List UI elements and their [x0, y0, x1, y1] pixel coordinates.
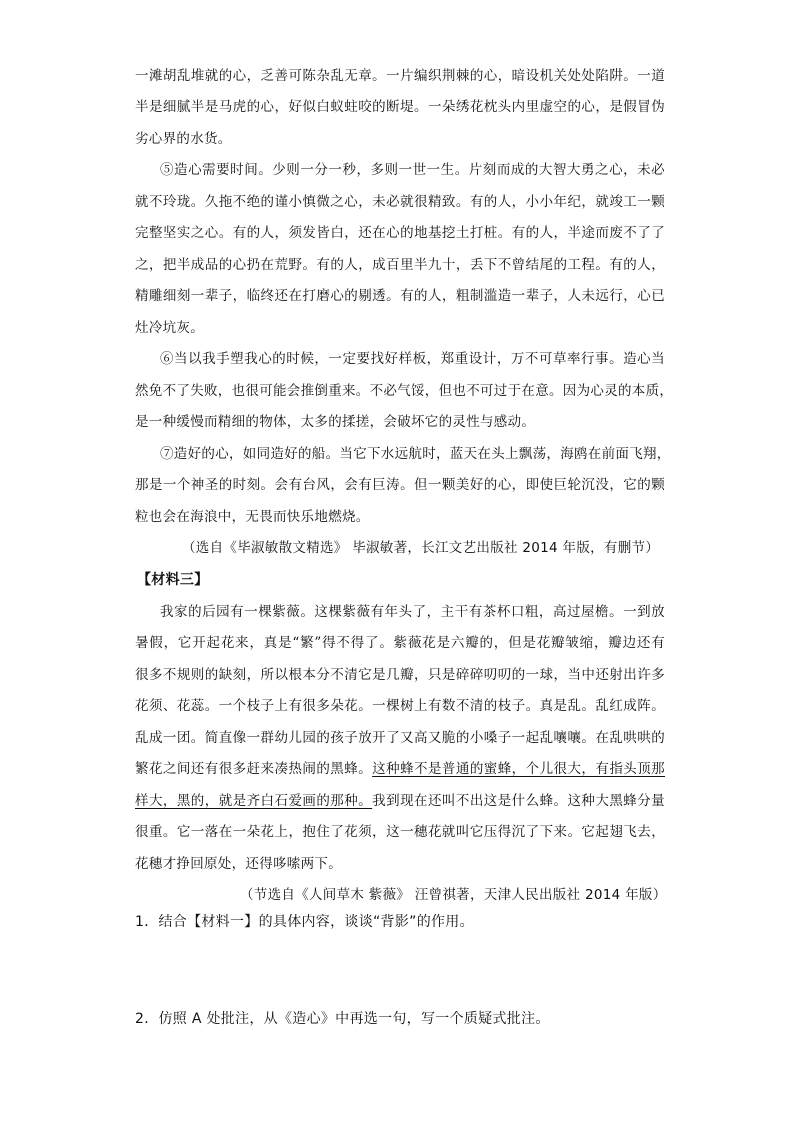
material3-line: 很多不规则的缺刻，所以根本分不清它是几瓣，只是碎碎叨叨的一球，当中还射出许多: [135, 667, 665, 683]
material3-line: [135, 759, 665, 779]
text-line: 半是细腻半是马虎的心，好似白蚁蛀咬的断堤。一朵绣花枕头内里虚空的心，是假冒伪: [135, 99, 665, 115]
text-line: 一滩胡乱堆就的心，乏善可陈杂乱无章。一片编织荆棘的心，暗设机关处处陷阱。一道: [135, 68, 665, 84]
section-heading: 【材料三】: [137, 572, 209, 588]
paragraph-7-line: 那是一个神圣的时刻。会有台风，会有巨涛。但一颗美好的心，即使巨轮沉没，它的颗: [135, 477, 665, 493]
underlined-sentence: 样大，黑的，就是齐白石爱画的那种。: [135, 793, 373, 809]
material3-line: 我家的后园有一棵紫薇。这棵紫薇有年头了，主干有茶杯口粗，高过屋檐。一到放: [160, 604, 665, 620]
paragraph-5-line: 就不玲珑。久拖不绝的谨小慎微之心，未必就很精致。有的人，小小年纪，就竣工一颗: [135, 194, 665, 210]
paragraph-5-line: 精雕细刻一辈子，临终还在打磨心的剔透。有的人，粗制滥造一辈子，人未远行，心已: [135, 288, 665, 304]
paragraph-5-line: 之，把半成品的心扔在荒野。有的人，成百里半九十，丢下不曾结尾的工程。有的人，: [135, 257, 665, 273]
text-span: 我到现在还叫不出这是什么蜂。这种大黑蜂分量: [372, 793, 665, 809]
material3-line: [135, 791, 665, 811]
paragraph-5-line: 灶冷坑灰。: [135, 320, 204, 336]
material3-line: 花穗才挣回原处，还得哆嗦两下。: [135, 856, 342, 872]
paragraph-6-line: ⑥当以我手塑我心的时候，一定要找好样板，郑重设计，万不可草率行事。造心当: [160, 351, 665, 367]
question-1: 1．结合【材料一】的具体内容，谈谈“背影”的作用。: [135, 914, 474, 930]
material3-line: 暑假，它开起花来，真是“繁”得不得了。紫薇花是六瓣的，但是花瓣皱缩，瓣边还有: [135, 635, 665, 651]
paragraph-7-line: ⑦造好的心，如同造好的船。当它下水远航时，蓝天在头上飘荡，海鸥在前面飞翔，: [160, 446, 671, 462]
source-citation: （节选自《人间草木 紫薇》 汪曾祺著，天津人民出版社 2014 年版）: [240, 887, 667, 903]
material3-line: 花须、花蕊。一个枝子上有很多朵花。一棵树上有数不清的枝子。真是乱。乱红成阵。: [135, 698, 665, 714]
text-line: 劣心界的水货。: [135, 131, 232, 147]
material3-line: 乱成一团。简直像一群幼儿园的孩子放开了又高又脆的小嗓子一起乱嚷嚷。在乱哄哄的: [135, 730, 665, 746]
material3-line: 很重。它一落在一朵花上，抱住了花须，这一穗花就叫它压得沉了下来。它起翅飞去，: [135, 824, 665, 840]
source-citation: （选自《毕淑敏散文精选》 毕淑敏著，长江文艺出版社 2014 年版，有删节）: [182, 540, 660, 556]
text-span: 繁花之间还有很多赶来凑热闹的黑蜂。: [135, 761, 373, 777]
paragraph-5-line: 完整坚实之心。有的人，须发皆白，还在心的地基挖土打桩。有的人，半途而废不了了: [135, 225, 665, 241]
paragraph-5-line: ⑤造心需要时间。少则一分一秒，多则一世一生。片刻而成的大智大勇之心，未必: [160, 162, 665, 178]
underlined-sentence: 这种蜂不是普通的蜜蜂，个儿很大，有指头顶那: [372, 761, 665, 777]
paragraph-6-line: 然免不了失败，也很可能会推倒重来。不必气馁，但也不可过于在意。因为心灵的本质，: [135, 383, 674, 399]
paragraph-7-line: 粒也会在海浪中，无畏而快乐地燃烧。: [135, 509, 370, 525]
question-2: 2．仿照 A 处批注，从《造心》中再选一句，写一个质疑式批注。: [135, 1011, 550, 1027]
paragraph-6-line: 是一种缓慢而精细的物体，太多的揉搓，会破坏它的灵性与感动。: [135, 414, 536, 430]
